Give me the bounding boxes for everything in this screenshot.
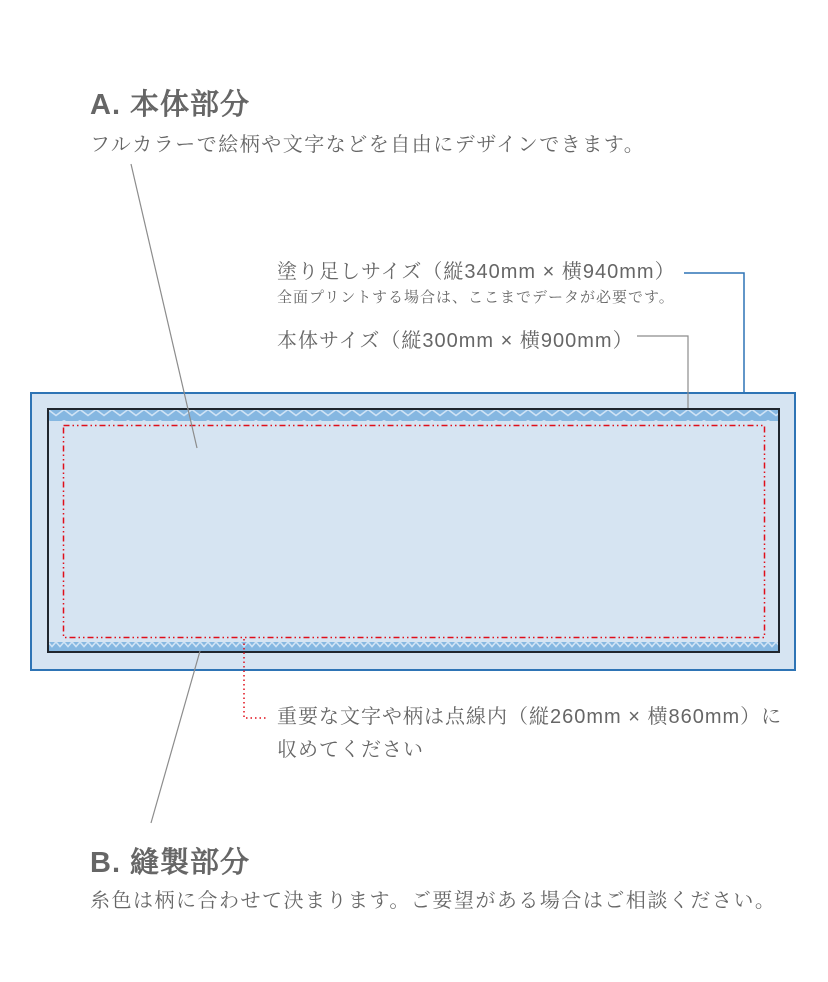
leader-line-stitch-part <box>151 651 200 823</box>
connector-bleed-size <box>684 273 744 392</box>
bleed-size-note: 全面プリントする場合は、ここまでデータが必要です。 <box>277 289 675 306</box>
bleed-size-label: 塗り足しサイズ（縦340mm × 横940mm） <box>277 261 676 283</box>
section-a-heading: A. 本体部分 <box>90 89 251 121</box>
section-b-heading: B. 縫製部分 <box>90 847 251 879</box>
safe-area-label <box>277 701 797 767</box>
section-b-description: 糸色は柄に合わせて決まります。ご要望がある場合はご相談ください。 <box>90 890 777 912</box>
stitch-band-bottom <box>49 642 778 652</box>
section-a-description: フルカラーで絵柄や文字などを自由にデザインできます。 <box>90 134 646 156</box>
stitch-band-top <box>49 410 778 421</box>
body-size-label: 本体サイズ（縦300mm × 横900mm） <box>277 330 634 352</box>
safe-area-label-line2: 収めてください <box>277 739 424 761</box>
bleed-area-rect <box>31 393 795 670</box>
safe-area-label-line1: 重要な文字や柄は点線内（縦260mm × 横860mm）に <box>277 706 783 728</box>
